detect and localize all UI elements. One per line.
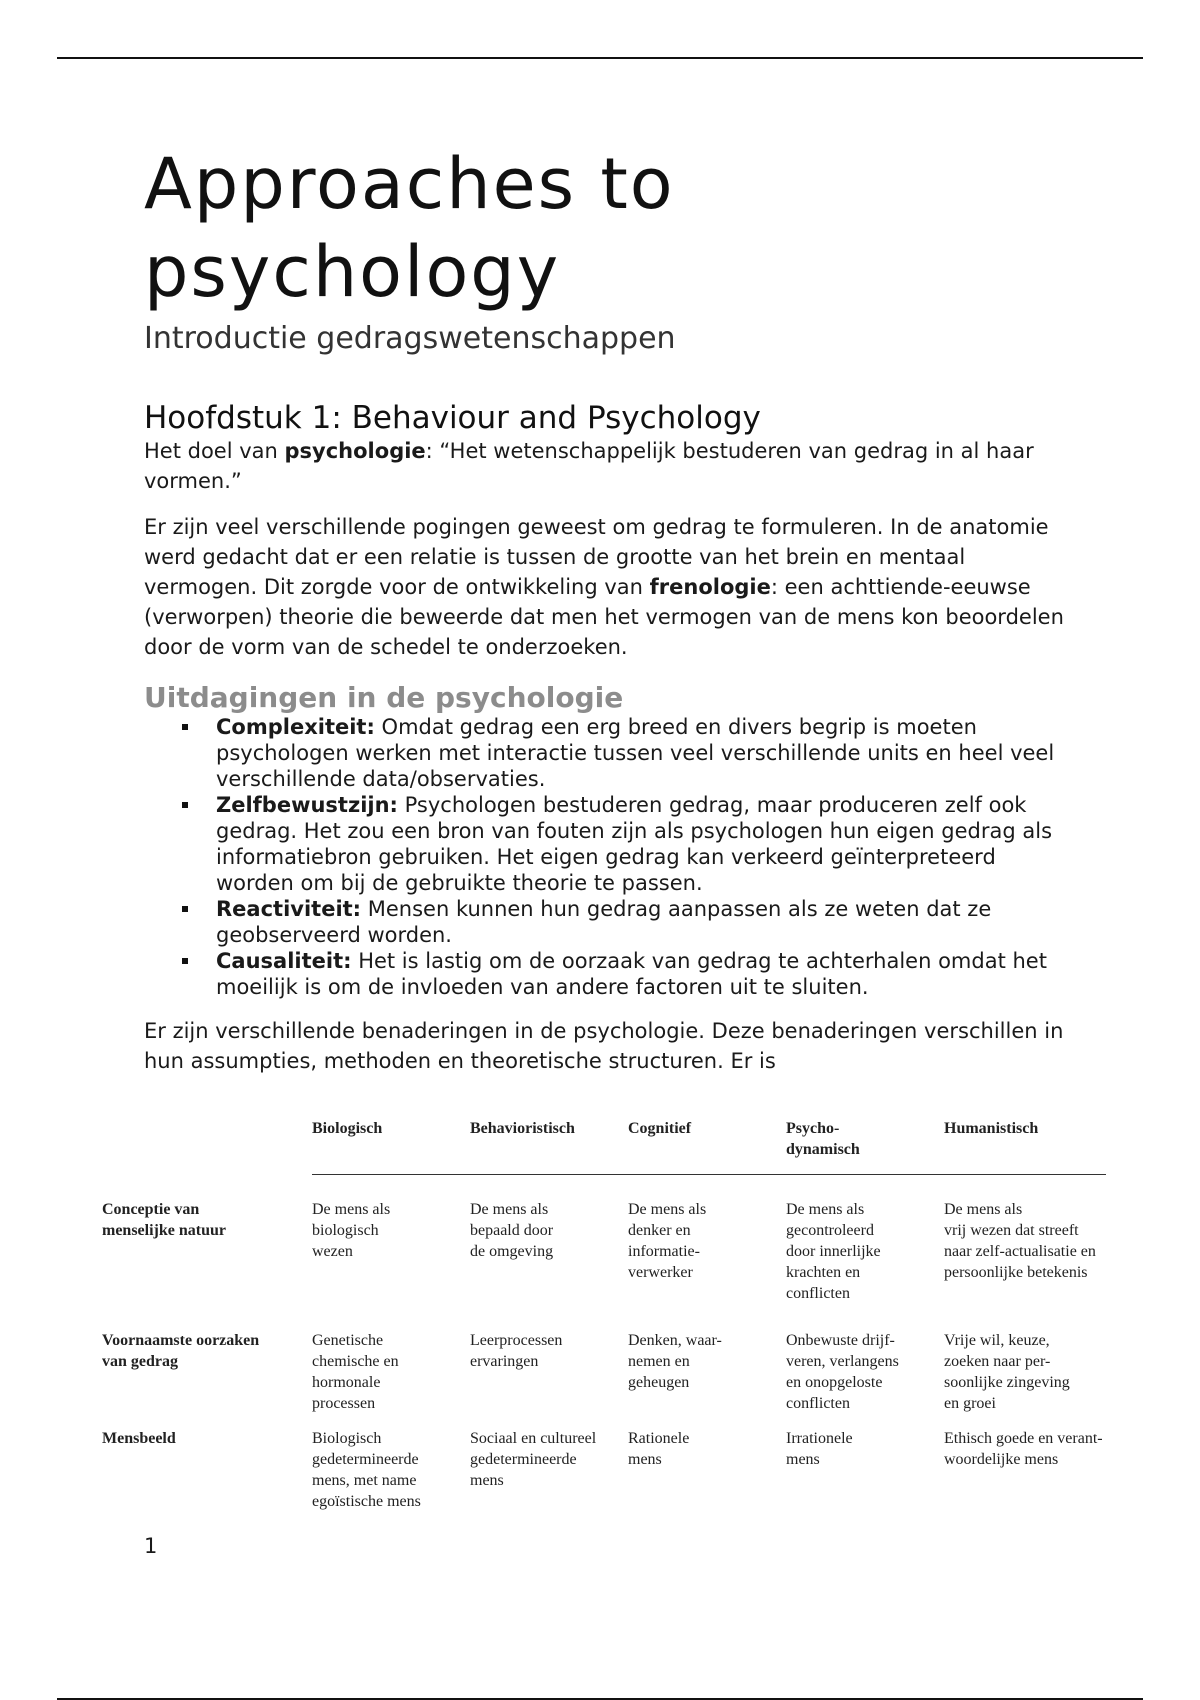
table-cell: De mens als gecontroleerd door innerlijke krachten en conflicten: [786, 1201, 881, 1302]
para1-after: : “Het wetenschappelijk bestuderen van gedrag in al haar vormen.”: [144, 439, 1034, 493]
table-header: Cognitief: [628, 1120, 692, 1137]
list-item: [144, 948, 1064, 1000]
table-header: Behavioristisch: [470, 1120, 575, 1137]
paragraph-psychology-goal: [144, 436, 1064, 496]
document-subtitle: Introductie gedragswetenschappen: [144, 321, 676, 356]
challenges-list: [144, 714, 1064, 1000]
table-cell: Vrije wil, keuze, zoeken naar per- soonlijke zingeving en groei: [944, 1332, 1070, 1412]
table-header-row: [80, 1108, 1124, 1174]
list-item-text: Omdat gedrag een erg breed en divers begrip is moeten psychologen werken met interactie tussen veel verschillende units en heel veel verschillende data/observaties.: [216, 715, 1055, 791]
table-row: [80, 1304, 1124, 1414]
para2-bold-term: frenologie: [649, 575, 771, 599]
table-row-label: Mensbeeld: [102, 1430, 176, 1447]
list-item-term: Complexiteit:: [216, 715, 375, 739]
bullet-icon: [182, 906, 188, 912]
list-item-term: Causaliteit:: [216, 949, 352, 973]
table-cell: De mens als bepaald door de omgeving: [470, 1201, 554, 1260]
table-row: [80, 1414, 1124, 1512]
document-body: [144, 140, 1064, 1076]
table-row: [80, 1175, 1124, 1304]
bullet-icon: [182, 802, 188, 808]
table-cell: Biologisch gedetermineerde mens, met name egoïstische mens: [312, 1430, 421, 1510]
table-header: Humanistisch: [944, 1120, 1039, 1137]
table-row-label: Voornaamste oorzaken van gedrag: [102, 1332, 260, 1370]
list-item-text: Het is lastig om de oorzaak van gedrag te achterhalen omdat het moeilijk is om de invloeden van andere factoren uit te sluiten.: [216, 949, 1047, 999]
paragraph-approaches: Er zijn verschillende benaderingen in de psychologie. Deze benaderingen verschillen in hun assumpties, methoden en theoretische structuren. Er is: [144, 1019, 1064, 1073]
bullet-icon: [182, 724, 188, 730]
table-cell: Leerprocessen ervaringen: [470, 1332, 563, 1370]
section-heading: Uitdagingen in de psychologie: [144, 681, 624, 714]
para1-before: Het doel van: [144, 439, 285, 463]
list-item-term: Zelfbewustzijn:: [216, 793, 398, 817]
list-item-text: Psychologen bestuderen gedrag, maar produceren zelf ook gedrag. Het zou een bron van fouten zijn als psychologen hun eigen gedrag als informatiebron gebruiken. Het eigen gedrag kan verkeerd geïnterpreteerd worden om bij de gebruikte theorie te passen.: [216, 793, 1053, 895]
chapter-heading: Hoofdstuk 1: Behaviour and Psychology: [144, 400, 761, 436]
list-item: [144, 792, 1064, 896]
paragraph-phrenology: [144, 512, 1064, 662]
title-line-2: psychology: [144, 231, 561, 313]
table-row-label: Conceptie van menselijke natuur: [102, 1201, 226, 1239]
para1-bold-term: psychologie: [284, 439, 426, 463]
para2-before: Er zijn veel verschillende pogingen geweest om gedrag te formuleren. In de anatomie werd gedacht dat er een relatie is tussen de grootte van het brein en mentaal vermogen. Dit zorgde voor de ontwikkeling van: [144, 515, 1049, 599]
table-cell: Denken, waar- nemen en geheugen: [628, 1332, 722, 1391]
list-item-term: Reactiviteit:: [216, 897, 362, 921]
table-cell: Rationele mens: [628, 1430, 690, 1468]
table-cell: De mens als vrij wezen dat streeft naar zelf-actualisatie en persoonlijke betekenis: [944, 1201, 1096, 1281]
table-header: Biologisch: [312, 1120, 383, 1137]
bullet-icon: [182, 958, 188, 964]
list-item: [144, 714, 1064, 792]
table-header: Psycho- dynamisch: [786, 1120, 860, 1158]
table-cell: Ethisch goede en verant- woordelijke mens: [944, 1430, 1103, 1468]
table-cell: Irrationele mens: [786, 1430, 853, 1468]
table-cell: Genetische chemische en hormonale processen: [312, 1332, 399, 1412]
approaches-table-image: [80, 1108, 1130, 1518]
table-cell: Sociaal en cultureel gedetermineerde mens: [470, 1430, 597, 1489]
table-cell: Onbewuste drijf- veren, verlangens en onopgeloste conflicten: [786, 1332, 899, 1412]
top-rule: [57, 57, 1143, 59]
title-line-1: Approaches to: [144, 143, 675, 225]
page-number: 1: [144, 1534, 158, 1558]
list-item: [144, 896, 1064, 948]
list-item-text: Mensen kunnen hun gedrag aanpassen als ze weten dat ze geobserveerd worden.: [216, 897, 992, 947]
table-cell: De mens als denker en informatie- verwerker: [628, 1201, 707, 1281]
approaches-table: [80, 1108, 1124, 1512]
para2-after: : een achttiende-eeuwse (verworpen) theorie die beweerde dat men het vermogen van de mens kon beoordelen door de vorm van de schedel te onderzoeken.: [144, 575, 1064, 659]
table-cell: De mens als biologisch wezen: [312, 1201, 391, 1260]
document-title: [144, 140, 1064, 316]
table-corner: [80, 1108, 312, 1174]
